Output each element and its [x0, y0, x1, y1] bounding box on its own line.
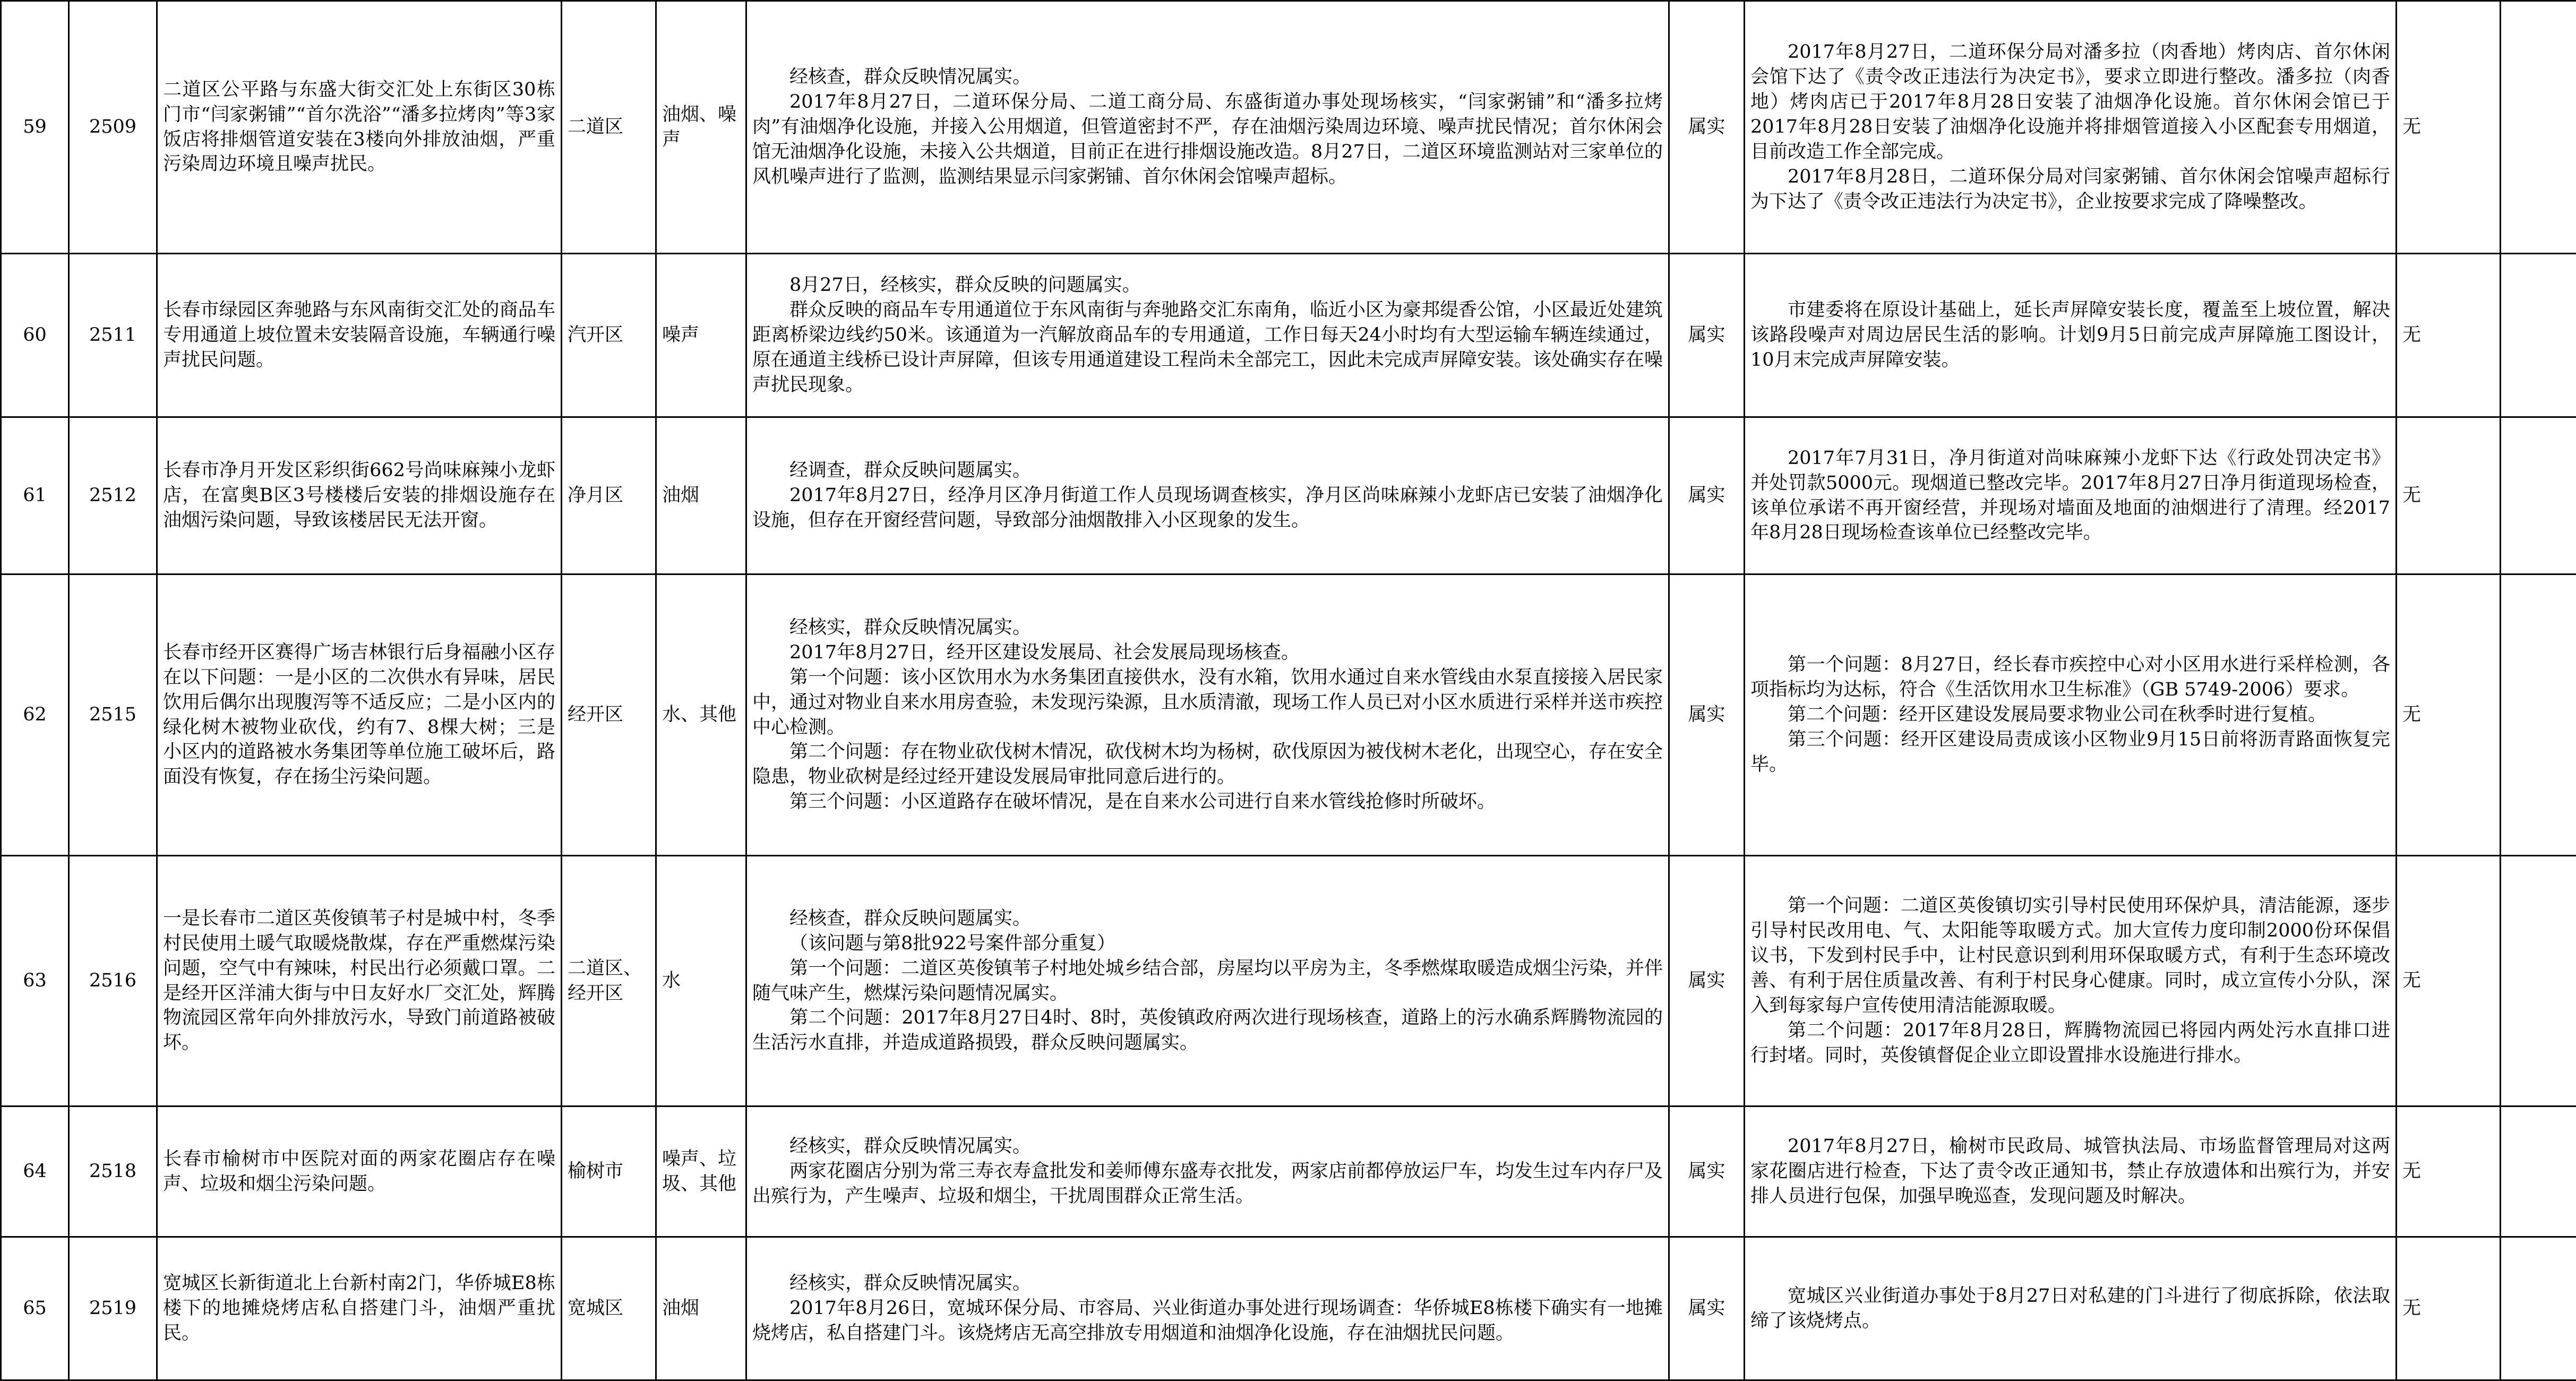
table-row: [1, 254, 2576, 417]
handling-cell-paragraph: 市建委将在原设计基础上，延长声屏障安装长度，覆盖至上坡位置，解决该路段噪声对周边居民生活的影响。计划9月5日前完成声屏障施工图设计，10月末完成声屏障安装。: [1750, 298, 2390, 373]
complaint-cell-text: 一是长春市二道区英俊镇苇子村是城中村，冬季村民使用土暖气取暖烧散煤，存在严重燃煤污染问题，空气中有辣味，村民出行必须戴口罩。二是经开区洋浦大街与中日友好水厂交汇处，辉腾物流园区常年向外排放污水，导致门前道路被破坏。: [163, 908, 555, 1053]
district-cell: [562, 856, 656, 1106]
district-cell: [562, 1106, 656, 1237]
pollution-type-cell-text: 油烟: [662, 1298, 699, 1319]
accountability-cell: [2397, 574, 2501, 856]
accountability-cell: [2397, 1106, 2501, 1237]
case-id-cell-text: 2519: [89, 1298, 136, 1319]
complaint-cell: [157, 1237, 562, 1380]
district-cell-text: 汽开区: [568, 324, 623, 346]
complaint-cell: [157, 254, 562, 417]
remark-cell: [2501, 574, 2576, 856]
findings-cell-paragraph: 第二个问题：2017年8月27日4时、8时，英俊镇政府两次进行现场核查，道路上的污水确系辉腾物流园的生活污水直排，并造成道路损毁，群众反映问题属实。: [752, 1006, 1663, 1056]
table-row: [1, 1, 2576, 254]
findings-cell: [746, 856, 1669, 1106]
district-cell-text: 宽城区: [568, 1298, 623, 1319]
pollution-type-cell-text: 油烟、噪声: [662, 104, 736, 150]
findings-cell-paragraph: 第一个问题：二道区英俊镇苇子村地处城乡结合部，房屋均以平房为主，冬季燃煤取暖造成烟尘污染，并伴随气味产生，燃煤污染问题情况属实。: [752, 956, 1663, 1006]
accountability-cell: [2397, 254, 2501, 417]
findings-cell-paragraph: 经核实，群众反映情况属实。: [752, 615, 1663, 640]
district-cell: [562, 574, 656, 856]
pollution-type-cell-text: 噪声、垃圾、其他: [662, 1148, 736, 1195]
case-id-cell: [69, 1106, 157, 1237]
row-number-cell: [1, 254, 69, 417]
findings-cell: [746, 1237, 1669, 1380]
table-row: [1, 1237, 2576, 1380]
district-cell: [562, 1237, 656, 1380]
findings-cell-paragraph: 2017年8月27日，经开区建设发展局、社会发展局现场核查。: [752, 640, 1663, 665]
district-cell-text: 二道区: [568, 116, 623, 138]
complaint-cell-text: 长春市经开区赛得广场吉林银行后身福融小区存在以下问题：一是小区的二次供水有异味，居民饮用后偶尔出现腹泻等不适反应；二是小区内的绿化树木被物业砍伐，约有7、8棵大树；三是小区内的道路被水务集团等单位施工破坏后，路面没有恢复，存在扬尘污染问题。: [163, 642, 555, 787]
handling-cell: [1745, 856, 2397, 1106]
complaint-cell-text: 长春市榆树市中医院对面的两家花圈店存在噪声、垃圾和烟尘污染问题。: [163, 1148, 555, 1195]
findings-cell-paragraph: 第一个问题：该小区饮用水为水务集团直接供水，没有水箱，饮用水通过自来水管线由水泵直接接入居民家中，通过对物业自来水用房查验，未发现污染源，且水质清澈，现场工作人员已对小区水质进行采样并送市疾控中心检测。: [752, 665, 1663, 740]
handling-cell-paragraph: 第三个问题：经开区建设局责成该小区物业9月15日前将沥青路面恢复完毕。: [1750, 727, 2390, 777]
row-number-cell-text: 65: [23, 1298, 47, 1319]
row-number-cell-text: 64: [23, 1161, 47, 1182]
district-cell-text: 经开区: [568, 704, 623, 725]
district-cell: [562, 417, 656, 574]
case-id-cell: [69, 254, 157, 417]
handling-cell-paragraph: 宽城区兴业街道办事处于8月27日对私建的门斗进行了彻底拆除，依法取缔了该烧烤点。: [1750, 1284, 2390, 1334]
row-number-cell: [1, 1, 69, 254]
pollution-type-cell: [656, 417, 746, 574]
case-id-cell-text: 2509: [89, 116, 136, 138]
district-cell: [562, 254, 656, 417]
handling-cell-paragraph: 2017年8月27日，榆树市民政局、城管执法局、市场监督管理局对这两家花圈店进行检查，下达了责令改正通知书，禁止存放遗体和出殡行为，并安排人员进行包保，加强早晚巡查，发现问题及时解决。: [1750, 1134, 2390, 1209]
complaint-cell: [157, 1106, 562, 1237]
findings-cell-paragraph: 2017年8月27日，二道环保分局、二道工商分局、东盛街道办事处现场核实，“闫家粥铺”和“潘多拉烤肉”有油烟净化设施，并接入公用烟道，但管道密封不严，存在油烟污染周边环境、噪声扰民情况；首尔休闲会馆无油烟净化设施，未接入公共烟道，目前正在进行排烟设施改造。8月27日，二道区环境监测站对三家单位的风机噪声进行了监测，监测结果显示闫家粥铺、首尔休闲会馆噪声超标。: [752, 90, 1663, 190]
complaint-cell-text: 长春市绿园区奔驰路与东风南街交汇处的商品车专用通道上坡位置未安装隔音设施，车辆通行噪声扰民问题。: [163, 299, 555, 371]
pollution-type-cell: [656, 574, 746, 856]
findings-cell: [746, 1, 1669, 254]
remark-cell: [2501, 417, 2576, 574]
case-id-cell: [69, 574, 157, 856]
row-number-cell-text: 59: [23, 116, 47, 138]
complaint-cell: [157, 574, 562, 856]
accountability-cell: [2397, 1237, 2501, 1380]
handling-cell-paragraph: 第二个问题：2017年8月28日，辉腾物流园已将园内两处污水直排口进行封堵。同时，英俊镇督促企业立即设置排水设施进行排水。: [1750, 1018, 2390, 1068]
verdict-cell-text: 属实: [1688, 116, 1725, 138]
district-cell-text: 榆树市: [568, 1161, 623, 1182]
accountability-cell: [2397, 856, 2501, 1106]
row-number-cell-text: 61: [23, 485, 47, 506]
district-cell: [562, 1, 656, 254]
remark-cell: [2501, 254, 2576, 417]
handling-cell: [1745, 254, 2397, 417]
case-id-cell: [69, 1, 157, 254]
case-id-cell-text: 2515: [89, 704, 136, 725]
pollution-type-cell: [656, 1237, 746, 1380]
case-id-cell: [69, 417, 157, 574]
complaint-cell-text: 二道区公平路与东盛大街交汇处上东街区30栋门市“闫家粥铺”“首尔洗浴”“潘多拉烤肉”等3家饭店将排烟管道安装在3楼向外排放油烟，严重污染周边环境且噪声扰民。: [163, 79, 555, 175]
pollution-type-cell-text: 水: [662, 970, 681, 991]
table-row: [1, 574, 2576, 856]
accountability-cell-text: 无: [2402, 1298, 2421, 1319]
accountability-cell: [2397, 1, 2501, 254]
pollution-type-cell: [656, 1106, 746, 1237]
pollution-type-cell-text: 油烟: [662, 485, 699, 506]
pollution-type-cell: [656, 254, 746, 417]
accountability-cell: [2397, 417, 2501, 574]
handling-cell-paragraph: 2017年8月27日，二道环保分局对潘多拉（肉香地）烤肉店、首尔休闲会馆下达了《责令改正违法行为决定书》，要求立即进行整改。潘多拉（肉香地）烤肉店已于2017年8月28日安装了油烟净化设施。首尔休闲会馆已于2017年8月28日安装了油烟净化设施并将排烟管道接入小区配套专用烟道，目前改造工作全部完成。: [1750, 40, 2390, 164]
accountability-cell-text: 无: [2402, 324, 2421, 346]
verdict-cell-text: 属实: [1688, 704, 1725, 725]
findings-cell: [746, 1106, 1669, 1237]
row-number-cell-text: 60: [23, 324, 47, 346]
verdict-cell: [1669, 1237, 1745, 1380]
findings-cell: [746, 417, 1669, 574]
row-number-cell: [1, 1237, 69, 1380]
complaint-cell: [157, 1, 562, 254]
case-id-cell-text: 2516: [89, 970, 136, 991]
findings-cell-paragraph: 经调查，群众反映问题属实。: [752, 458, 1663, 483]
findings-cell-paragraph: 8月27日，经核实，群众反映的问题属实。: [752, 273, 1663, 298]
case-id-cell-text: 2512: [89, 485, 136, 506]
table-row: [1, 1106, 2576, 1237]
handling-cell: [1745, 1, 2397, 254]
verdict-cell-text: 属实: [1688, 324, 1725, 346]
remark-cell: [2501, 1237, 2576, 1380]
table-row: [1, 856, 2576, 1106]
findings-cell-paragraph: 第二个问题：存在物业砍伐树木情况，砍伐树木均为杨树，砍伐原因为被伐树木老化，出现空心，存在安全隐患，物业砍树是经过经开建设发展局审批同意后进行的。: [752, 740, 1663, 790]
findings-cell-paragraph: （该问题与第8批922号案件部分重复）: [752, 931, 1663, 956]
handling-cell-paragraph: 2017年8月28日，二道环保分局对闫家粥铺、首尔休闲会馆噪声超标行为下达了《责令改正违法行为决定书》，企业按要求完成了降噪整改。: [1750, 165, 2390, 215]
complaint-cell-text: 宽城区长新街道北上台新村南2门，华侨城E8栋楼下的地摊烧烤店私自搭建门斗，油烟严重扰民。: [163, 1273, 555, 1344]
findings-cell-paragraph: 第三个问题：小区道路存在破坏情况，是在自来水公司进行自来水管线抢修时所破坏。: [752, 790, 1663, 814]
verdict-cell-text: 属实: [1688, 970, 1725, 991]
row-number-cell-text: 63: [23, 970, 47, 991]
verdict-cell: [1669, 1, 1745, 254]
table-row: [1, 417, 2576, 574]
findings-cell-paragraph: 经核实，群众反映情况属实。: [752, 1271, 1663, 1296]
pollution-type-cell: [656, 856, 746, 1106]
remark-cell: [2501, 1106, 2576, 1237]
verdict-cell-text: 属实: [1688, 1298, 1725, 1319]
handling-cell: [1745, 574, 2397, 856]
findings-cell-paragraph: 群众反映的商品车专用通道位于东风南街与奔驰路交汇东南角，临近小区为豪邦缇香公馆，小区最近处建筑距离桥梁边线约50米。该通道为一汽解放商品车的专用通道，工作日每天24小时均有大型运输车辆连续通过，原在通道主线桥已设计声屏障，但该专用通道建设工程尚未全部完工，因此未完成声屏障安装。该处确实存在噪声扰民现象。: [752, 298, 1663, 398]
complaint-cell-text: 长春市净月开发区彩织街662号尚味麻辣小龙虾店，在富奥B区3号楼楼后安装的排烟设施存在油烟污染问题，导致该楼居民无法开窗。: [163, 460, 555, 531]
findings-cell-paragraph: 两家花圈店分别为常三寿衣寿盒批发和姜师傅东盛寿衣批发，两家店前都停放运尸车，均发生过车内存尸及出殡行为，产生噪声、垃圾和烟尘，干扰周围群众正常生活。: [752, 1159, 1663, 1209]
pollution-type-cell-text: 水、其他: [662, 704, 736, 725]
case-id-cell: [69, 856, 157, 1106]
accountability-cell-text: 无: [2402, 485, 2421, 506]
row-number-cell: [1, 574, 69, 856]
district-cell-text: 净月区: [568, 485, 623, 506]
accountability-cell-text: 无: [2402, 970, 2421, 991]
verdict-cell-text: 属实: [1688, 1161, 1725, 1182]
handling-cell-paragraph: 2017年7月31日，净月街道对尚味麻辣小龙虾下达《行政处罚决定书》并处罚款5000元。现烟道已整改完毕。2017年8月27日净月街道现场检查，该单位承诺不再开窗经营，并现场对墙面及地面的油烟进行了清理。经2017年8月28日现场检查该单位已经整改完毕。: [1750, 446, 2390, 546]
verdict-cell: [1669, 254, 1745, 417]
pollution-type-cell-text: 噪声: [662, 324, 699, 346]
handling-cell: [1745, 1106, 2397, 1237]
findings-cell-paragraph: 2017年8月26日，宽城环保分局、市容局、兴业街道办事处进行现场调查：华侨城E8栋楼下确实有一地摊烧烤店，私自搭建门斗。该烧烤店无高空排放专用烟道和油烟净化设施，存在油烟扰民问题。: [752, 1296, 1663, 1346]
case-id-cell: [69, 1237, 157, 1380]
case-id-cell-text: 2511: [89, 324, 136, 346]
row-number-cell-text: 62: [23, 704, 47, 725]
row-number-cell: [1, 417, 69, 574]
findings-cell-paragraph: 经核查，群众反映问题属实。: [752, 906, 1663, 931]
findings-cell: [746, 574, 1669, 856]
verdict-cell: [1669, 574, 1745, 856]
handling-cell: [1745, 1237, 2397, 1380]
verdict-cell: [1669, 1106, 1745, 1237]
handling-cell-paragraph: 第一个问题：8月27日，经长春市疾控中心对小区用水进行采样检测，各项指标均为达标，符合《生活饮用水卫生标准》（GB 5749-2006）要求。: [1750, 653, 2390, 702]
complaint-cell: [157, 856, 562, 1106]
findings-cell-paragraph: 经核查，群众反映情况属实。: [752, 65, 1663, 90]
verdict-cell: [1669, 417, 1745, 574]
accountability-cell-text: 无: [2402, 704, 2421, 725]
complaint-cell: [157, 417, 562, 574]
row-number-cell: [1, 856, 69, 1106]
findings-cell-paragraph: 经核实，群众反映情况属实。: [752, 1134, 1663, 1159]
findings-cell-paragraph: 2017年8月27日，经净月区净月街道工作人员现场调查核实，净月区尚味麻辣小龙虾店已安装了油烟净化设施，但存在开窗经营问题，导致部分油烟散排入小区现象的发生。: [752, 483, 1663, 533]
accountability-cell-text: 无: [2402, 116, 2421, 138]
findings-cell: [746, 254, 1669, 417]
remark-cell: [2501, 1, 2576, 254]
district-cell-text: 二道区、经开区: [568, 958, 642, 1004]
pollution-type-cell: [656, 1, 746, 254]
handling-cell-paragraph: 第一个问题：二道区英俊镇切实引导村民使用环保炉具，清洁能源，逐步引导村民改用电、气、太阳能等取暖方式。加大宣传力度印制2000份环保倡议书，下发到村民手中，让村民意识到利用环保取暖方式，有利于生态环境改善、有利于居住质量改善、有利于村民身心健康。同时，成立宣传小分队，深入到每家每户宣传使用清洁能源取暖。: [1750, 894, 2390, 1018]
row-number-cell: [1, 1106, 69, 1237]
case-id-cell-text: 2518: [89, 1161, 136, 1182]
handling-cell-paragraph: 第二个问题：经开区建设发展局要求物业公司在秋季时进行复植。: [1750, 702, 2390, 727]
handling-cell: [1745, 417, 2397, 574]
verdict-cell: [1669, 856, 1745, 1106]
accountability-cell-text: 无: [2402, 1161, 2421, 1182]
verdict-cell-text: 属实: [1688, 485, 1725, 506]
remark-cell: [2501, 856, 2576, 1106]
